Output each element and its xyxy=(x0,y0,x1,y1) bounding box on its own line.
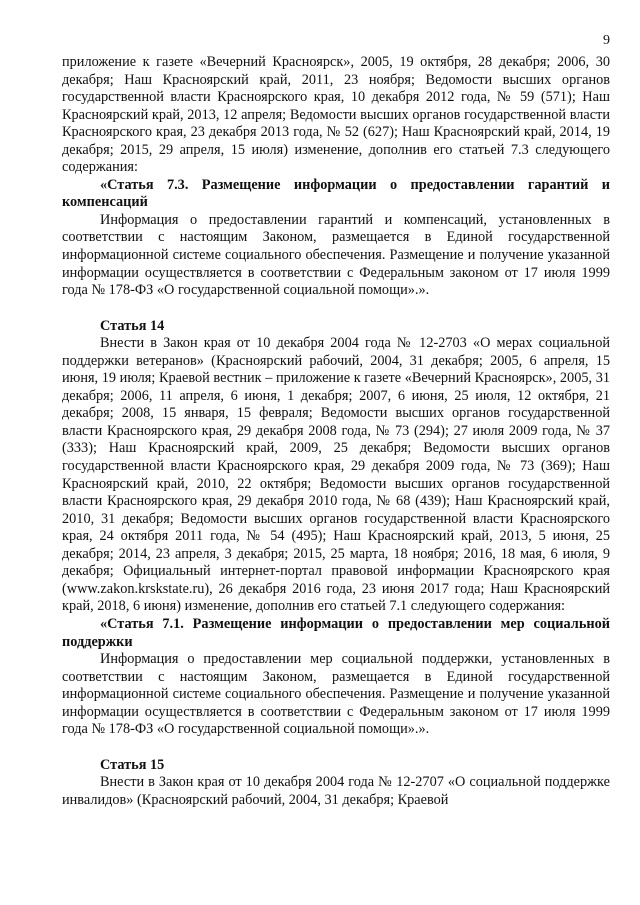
page-number: 9 xyxy=(603,33,610,48)
document-body xyxy=(62,54,610,809)
article-14-text: Внести в Закон края от 10 декабря 2004 года № 12-2703 «О мерах социальной поддержки ветеранов» (Красноярский рабочий, 2004, 31 декабря; 2005, 6 апреля, 15 июня, 19 июля; Краевой вестник – приложение к газете «Вечерний Красноярск», 2005, 31 декабря; 2006, 11 апреля, 6 июня, 1 декабря; 2007, 6 июня, 25 июля, 12 октября, 21 декабря; 2008, 15 января, 15 февраля; Ведомости высших органов государственной власти Красноярского края, 29 декабря 2008 года, № 73 (294); 27 июля 2009 года, № 37 (333); Наш Красноярский край, 2009, 25 декабря; Ведомости высших органов государственной власти Красноярского края, 29 декабря 2009 года, № 73 (369); Наш Красноярский край, 2010, 22 октября; Ведомости высших органов государственной власти Красноярского края, 29 декабря 2010 года, № 68 (439); Наш Красноярский край, 2010, 31 декабря; Ведомости высших органов государственной власти Красноярского края, 24 октября 2011 года, № 54 (495); Наш Красноярский край, 2013, 5 июня, 25 декабря; 2014, 23 апреля, 3 декабря; 2015, 25 марта, 18 ноября; 2016, 18 мая, 6 июля, 9 декабря; Официальный интернет-портал правовой информации Красноярского края (www.zakon.krskstate.ru), 26 декабря 2016 года, 23 июня 2017 года; Наш Красноярский край, 2018, 6 июня) изменение, дополнив его статьей 7.1 следующего содержания: xyxy=(62,335,610,615)
article-15-title: Статья 15 xyxy=(100,756,165,773)
article-14-title: Статья 14 xyxy=(100,317,165,334)
paragraph-continuation: приложение к газете «Вечерний Красноярск», 2005, 19 октября, 28 декабря; 2006, 30 декабря; Наш Красноярский край, 2011, 23 ноября; Ведомости высших органов государственной власти Красноярского края, 10 декабря 2012 года, № 59 (571); Наш Красноярский край, 2013, 12 апреля; Ведомости высших органов государственной власти Красноярского края, 23 декабря 2013 года, № 52 (627); Наш Красноярский край, 2014, 19 декабря; 2015, 29 апреля, 15 июля) изменение, дополнив его статьей 7.3 следующего содержания: xyxy=(62,54,610,176)
article-7-3-text: Информация о предоставлении гарантий и компенсаций, установленных в соответствии с настоящим Законом, размещается в Единой государственной информационной системе социального обеспечения. Размещение и получение указанной информации осуществляется в соответствии с Федеральным законом от 17 июля 1999 года № 178-ФЗ «О государственной социальной помощи».». xyxy=(62,211,610,299)
article-7-3-heading: «Статья 7.3. Размещение информации о предоставлении гарантий и компенсаций xyxy=(62,176,610,211)
article-7-1-text: Информация о предоставлении мер социальной поддержки, установленных в соответствии с настоящим Законом, размещается в Единой государственной информационной системе социального обеспечения. Размещение и получение указанной информации осуществляется в соответствии с Федеральным законом от 17 июля 1999 года № 178-ФЗ «О государственной социальной помощи».». xyxy=(62,651,610,738)
article-7-1-heading: «Статья 7.1. Размещение информации о предоставлении мер социальной поддержки xyxy=(62,615,610,650)
article-15-text: Внести в Закон края от 10 декабря 2004 года № 12-2707 «О социальной поддержке инвалидов» (Красноярский рабочий, 2004, 31 декабря; Краевой xyxy=(62,774,610,808)
